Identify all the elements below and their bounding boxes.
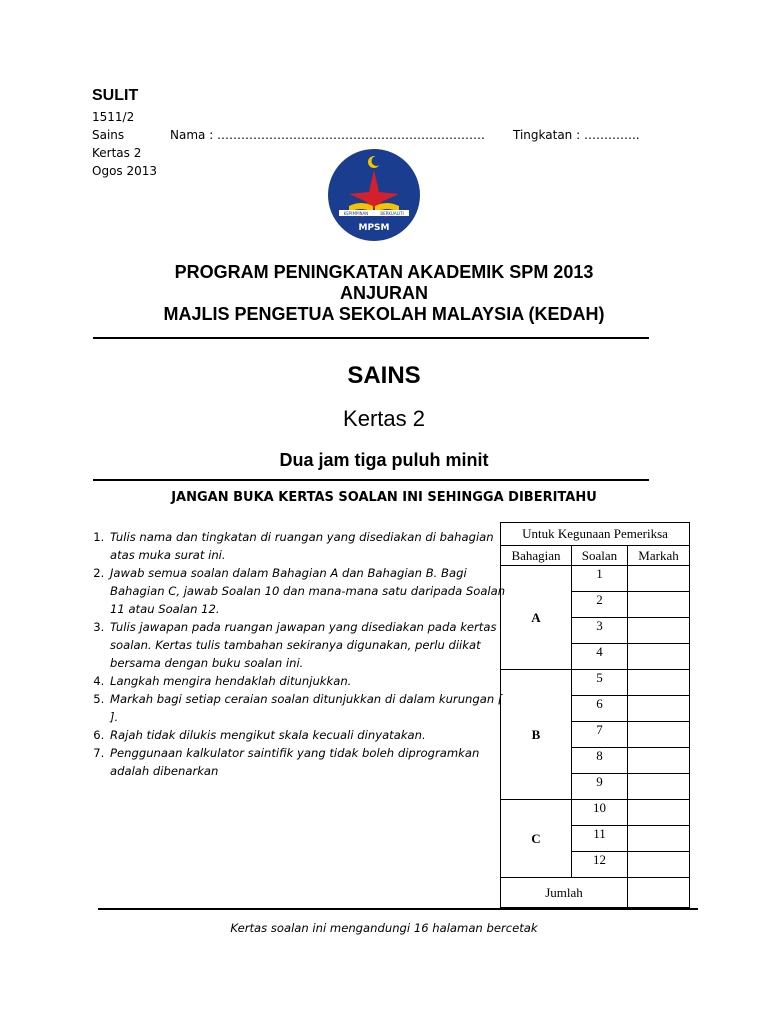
mark-cell[interactable] <box>628 670 690 696</box>
paper-code: 1511/2 <box>92 110 135 124</box>
program-title-line2: ANJURAN <box>339 283 428 303</box>
program-title-line1: PROGRAM PENINGKATAN AKADEMIK SPM 2013 <box>174 262 594 282</box>
subject-label: Sains <box>92 128 125 142</box>
question-cell: 7 <box>572 722 628 748</box>
instructions-list <box>78 528 508 780</box>
section-cell: A <box>501 566 572 670</box>
question-cell: 10 <box>572 800 628 826</box>
mark-cell[interactable] <box>628 618 690 644</box>
instruction-item: 6. Rajah tidak dilukis mengikut skala kecuali dinyatakan. <box>108 726 508 744</box>
question-cell: 4 <box>572 644 628 670</box>
question-cell: 3 <box>572 618 628 644</box>
instruction-item: 7. Penggunaan kalkulator saintifik yang tidak boleh diprogramkan adalah dibenarkan <box>108 744 508 780</box>
paper-title: Kertas 2 <box>343 406 425 431</box>
question-cell: 11 <box>572 826 628 852</box>
mark-cell[interactable] <box>628 644 690 670</box>
column-header: Soalan <box>572 546 628 566</box>
mark-cell[interactable] <box>628 774 690 800</box>
question-cell: 5 <box>572 670 628 696</box>
mark-cell[interactable] <box>628 852 690 878</box>
mark-cell[interactable] <box>628 800 690 826</box>
paper-label: Kertas 2 <box>92 146 142 160</box>
divider-top <box>93 337 649 339</box>
question-cell: 1 <box>572 566 628 592</box>
footer-note: Kertas soalan ini mengandungi 16 halaman bercetak <box>230 921 538 935</box>
program-title <box>0 262 768 325</box>
column-header: Bahagian <box>501 546 572 566</box>
program-title-line3: MAJLIS PENGETUA SEKOLAH MALAYSIA (KEDAH) <box>163 304 605 324</box>
mpsm-logo <box>327 148 421 242</box>
instruction-item: 2. Jawab semua soalan dalam Bahagian A dan Bahagian B. Bagi Bahagian C, jawab Soalan 10 dan mana-mana satu daripada Soalan 11 atau Soalan 12. <box>108 564 508 618</box>
sulit-label: SULIT <box>92 87 139 104</box>
section-cell: C <box>501 800 572 878</box>
logo-motto-right: BERKUALITI <box>380 211 404 216</box>
question-cell: 12 <box>572 852 628 878</box>
logo-motto-left: KEPIMPINAN <box>343 211 369 216</box>
mark-cell[interactable] <box>628 696 690 722</box>
section-cell: B <box>501 670 572 800</box>
question-cell: 8 <box>572 748 628 774</box>
duration: Dua jam tiga puluh minit <box>279 450 489 470</box>
mark-cell[interactable] <box>628 826 690 852</box>
mark-cell[interactable] <box>628 722 690 748</box>
question-cell: 2 <box>572 592 628 618</box>
logo-text: MPSM <box>358 223 390 233</box>
name-field: Nama : …………………………………………………………. <box>170 128 485 142</box>
date-label: Ogos 2013 <box>92 164 158 178</box>
divider-bottom <box>98 908 698 910</box>
instruction-item: 1. Tulis nama dan tingkatan di ruangan yang disediakan di bahagian atas muka surat ini. <box>108 528 508 564</box>
question-cell: 6 <box>572 696 628 722</box>
warning-text: JANGAN BUKA KERTAS SOALAN INI SEHINGGA DIBERITAHU <box>171 490 597 505</box>
instruction-item: 3. Tulis jawapan pada ruangan jawapan yang disediakan pada kertas soalan. Kertas tulis tambahan sekiranya digunakan, perlu diikat bersama dengan buku soalan ini. <box>108 618 508 672</box>
mark-cell[interactable] <box>628 592 690 618</box>
form-field: Tingkatan : ………….. <box>513 128 640 142</box>
mark-cell[interactable] <box>628 566 690 592</box>
total-mark-cell[interactable] <box>628 878 690 908</box>
instruction-item: 5. Markah bagi setiap ceraian soalan ditunjukkan di dalam kurungan [ ]. <box>108 690 508 726</box>
question-cell: 9 <box>572 774 628 800</box>
mark-cell[interactable] <box>628 748 690 774</box>
instruction-item: 4. Langkah mengira hendaklah ditunjukkan. <box>108 672 508 690</box>
subject-title: SAINS <box>347 362 421 389</box>
examiner-table <box>500 522 690 908</box>
column-header: Markah <box>628 546 690 566</box>
divider-middle <box>93 479 649 481</box>
table-title: Untuk Kegunaan Pemeriksa <box>501 523 690 546</box>
total-label: Jumlah <box>501 878 628 908</box>
